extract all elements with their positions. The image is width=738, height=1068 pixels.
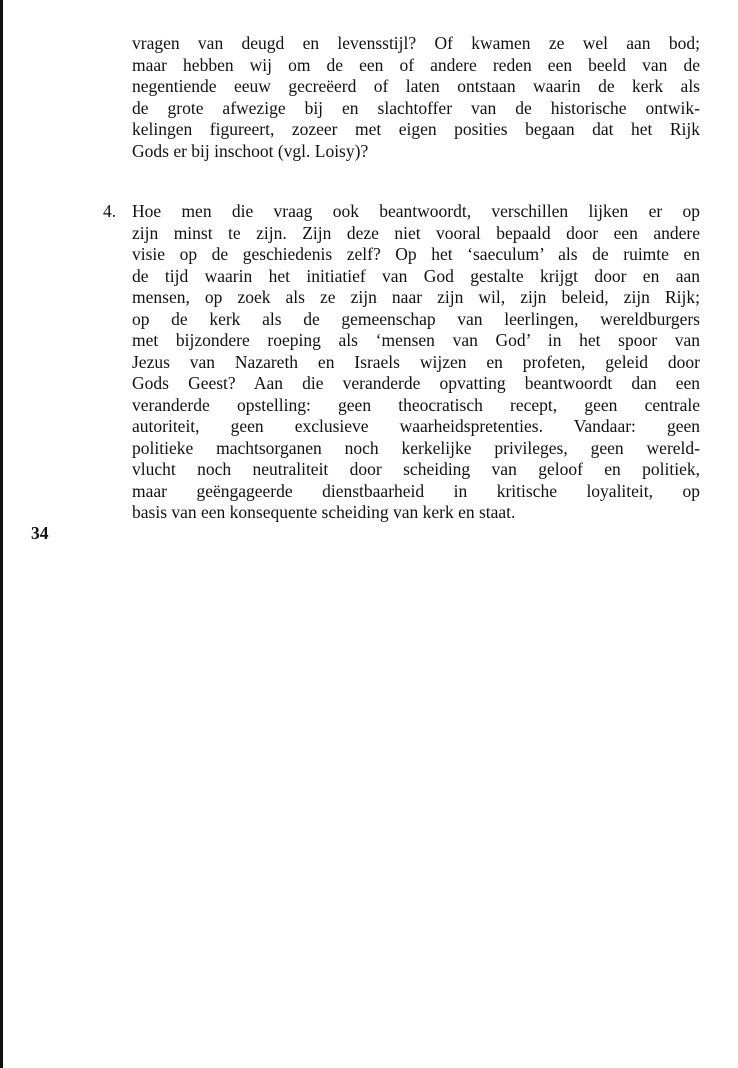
text-line: kelingen figureert, zozeer met eigen posities begaan dat het Rijk — [132, 119, 700, 139]
text-line: Gods er bij inschoot (vgl. Loisy)? — [132, 140, 369, 161]
page-edge — [0, 0, 3, 1068]
paragraph-number: 4. — [103, 201, 117, 221]
text-line: maar hebben wij om de een of andere reden een beeld van de — [132, 54, 700, 75]
text-line: vragen van deugd en levensstijl? Of kwamen ze wel aan bod; — [132, 33, 700, 53]
paragraph-4 — [132, 201, 700, 524]
text-line: visie op de geschiedenis zelf? Op het ‘saeculum’ als de ruimte en — [132, 244, 700, 264]
page-number: 34 — [31, 523, 49, 543]
text-line: op de kerk als de gemeenschap van leerlingen, wereldburgers — [132, 308, 700, 329]
text-line: veranderde opstelling: geen theocratisch recept, geen centrale — [132, 394, 700, 415]
text-line: de tijd waarin het initiatief van God gestalte krijgt door en aan — [132, 265, 700, 286]
text-line: Jezus van Nazareth en Israels wijzen en profeten, geleid door — [132, 351, 700, 372]
text-line: vlucht noch neutraliteit door scheiding van geloof en politiek, — [132, 459, 700, 479]
text-line: Gods Geest? Aan die veranderde opvatting beantwoordt dan een — [132, 373, 700, 393]
text-line: mensen, op zoek als ze zijn naar zijn wil, zijn beleid, zijn Rijk; — [132, 287, 700, 307]
text-line: basis van een konsequente scheiding van kerk en staat. — [132, 502, 516, 522]
paragraph-continuation — [132, 33, 700, 162]
text-line: politieke machtsorganen noch kerkelijke privileges, geen wereld- — [132, 437, 700, 458]
text-line: Hoe men die vraag ook beantwoordt, verschillen lijken er op — [132, 201, 700, 221]
text-line: de grote afwezige bij en slachtoffer van de historische ontwik- — [132, 97, 700, 118]
text-line: maar geëngageerde dienstbaarheid in kritische loyaliteit, op — [132, 480, 700, 501]
text-line: autoriteit, geen exclusieve waarheidspretenties. Vandaar: geen — [132, 416, 700, 436]
text-line: met bijzondere roeping als ‘mensen van God’ in het spoor van — [132, 330, 700, 350]
text-line: negentiende eeuw gecreëerd of laten ontstaan waarin de kerk als — [132, 76, 700, 96]
text-line: zijn minst te zijn. Zijn deze niet vooral bepaald door een andere — [132, 222, 700, 243]
